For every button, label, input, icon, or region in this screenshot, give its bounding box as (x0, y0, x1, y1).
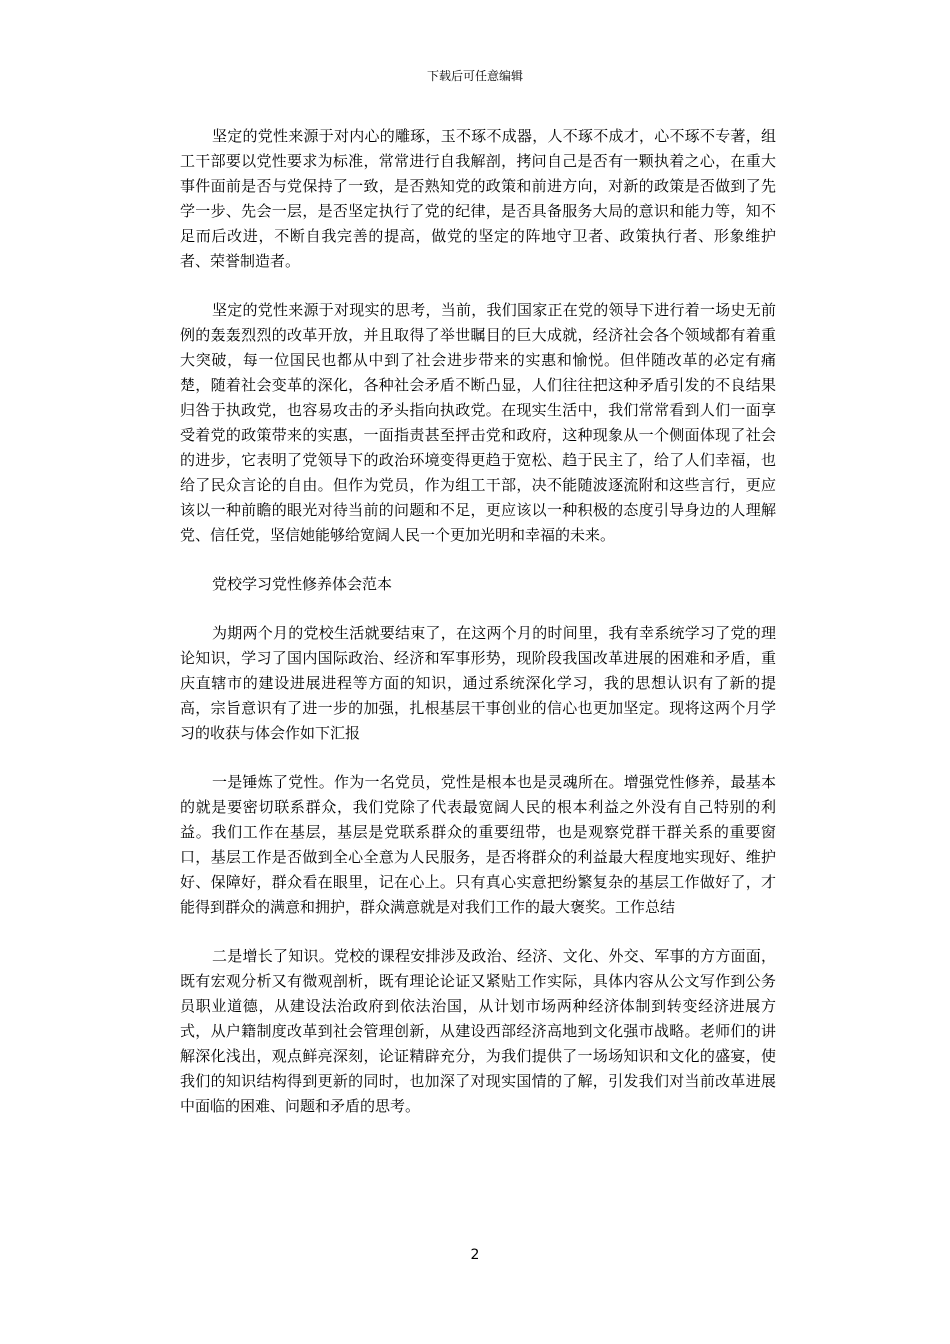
paragraph-3: 为期两个月的党校生活就要结束了，在这两个月的时间里，我有幸系统学习了党的理论知识，学习了国内国际政治、经济和军事形势，现阶段我国改革进展的困难和矛盾，重庆直辖市的建设进展进程等方面的知识，通过系统深化学习，我的思想认识有了新的提高，宗旨意识有了进一步的加强，扎根基层干事创业的信心也更加坚定。现将这两个月学习的收获与体会作如下汇报 (180, 624, 776, 742)
page-header: 下载后可任意编辑 (426, 69, 523, 83)
paragraph-1: 坚定的党性来源于对内心的雕琢，玉不琢不成器，人不琢不成才，心不琢不专著，组工干部要以党性要求为标准，常常进行自我解剖，拷问自己是否有一颗执着之心，在重大事件面前是否与党保持了一致，是否熟知党的政策和前进方向，对新的政策是否做到了先学一步、先会一层，是否坚定执行了党的纪律，是否具备服务大局的意识和能力等，知不足而后改进，不断自我完善的提高，做党的坚定的阵地守卫者、政策执行者、形象维护者、荣誉制造者。 (180, 127, 776, 270)
paragraph-5: 二是增长了知识。党校的课程安排涉及政治、经济、文化、外交、军事的方方面面，既有宏观分析又有微观剖析，既有理论论证又紧贴工作实际，具体内容从公文写作到公务员职业道德，从建设法治政府到依法治国，从计划市场两种经济体制到转变经济进展方式，从户籍制度改革到社会管理创新，从建设西部经济高地到文化强市战略。老师们的讲解深化浅出，观点鲜亮深刻，论证精辟充分，为我们提供了一场场知识和文化的盛宴，使我们的知识结构得到更新的同时，也加深了对现实国情的了解，引发我们对当前改革进展中面临的困难、问题和矛盾的思考。 (180, 947, 776, 1115)
paragraph-4: 一是锤炼了党性。作为一名党员，党性是根本也是灵魂所在。增强党性修养，最基本的就是要密切联系群众，我们党除了代表最宽阔人民的根本利益之外没有自己特别的利益。我们工作在基层，基层是党联系群众的重要纽带，也是观察党群干群关系的重要窗口，基层工作是否做到全心全意为人民服务，是否将群众的利益最大程度地实现好、维护好、保障好，群众看在眼里，记在心上。只有真心实意把纷繁复杂的基层工作做好了，才能得到群众的满意和拥护，群众满意就是对我们工作的最大褒奖。工作总结 (180, 773, 776, 916)
document-body (180, 124, 776, 1143)
paragraph-2: 坚定的党性来源于对现实的思考，当前，我们国家正在党的领导下进行着一场史无前例的轰轰烈烈的改革开放，并且取得了举世瞩目的巨大成就，经济社会各个领域都有着重大突破，每一位国民也都从中到了社会进步带来的实惠和愉悦。但伴随改革的必定有痛楚，随着社会变革的深化，各种社会矛盾不断凸显，人们往往把这种矛盾引发的不良结果归咎于执政党，也容易攻击的矛头指向执政党。在现实生活中，我们常常看到人们一面享受着党的政策带来的实惠，一面指责甚至抨击党和政府，这种现象从一个侧面体现了社会的进步，它表明了党领导下的政治环境变得更趋于宽松、趋于民主了，给了人们幸福，也给了民众言论的自由。但作为党员，作为组工干部，决不能随波逐流附和这些言行，更应该以一种前瞻的眼光对待当前的问题和不足，更应该以一种积极的态度引导身边的人理解党、信任党，坚信她能够给宽阔人民一个更加光明和幸福的未来。 (180, 301, 776, 544)
page-number: 2 (470, 1247, 480, 1263)
section-title: 党校学习党性修养体会范本 (212, 575, 393, 593)
